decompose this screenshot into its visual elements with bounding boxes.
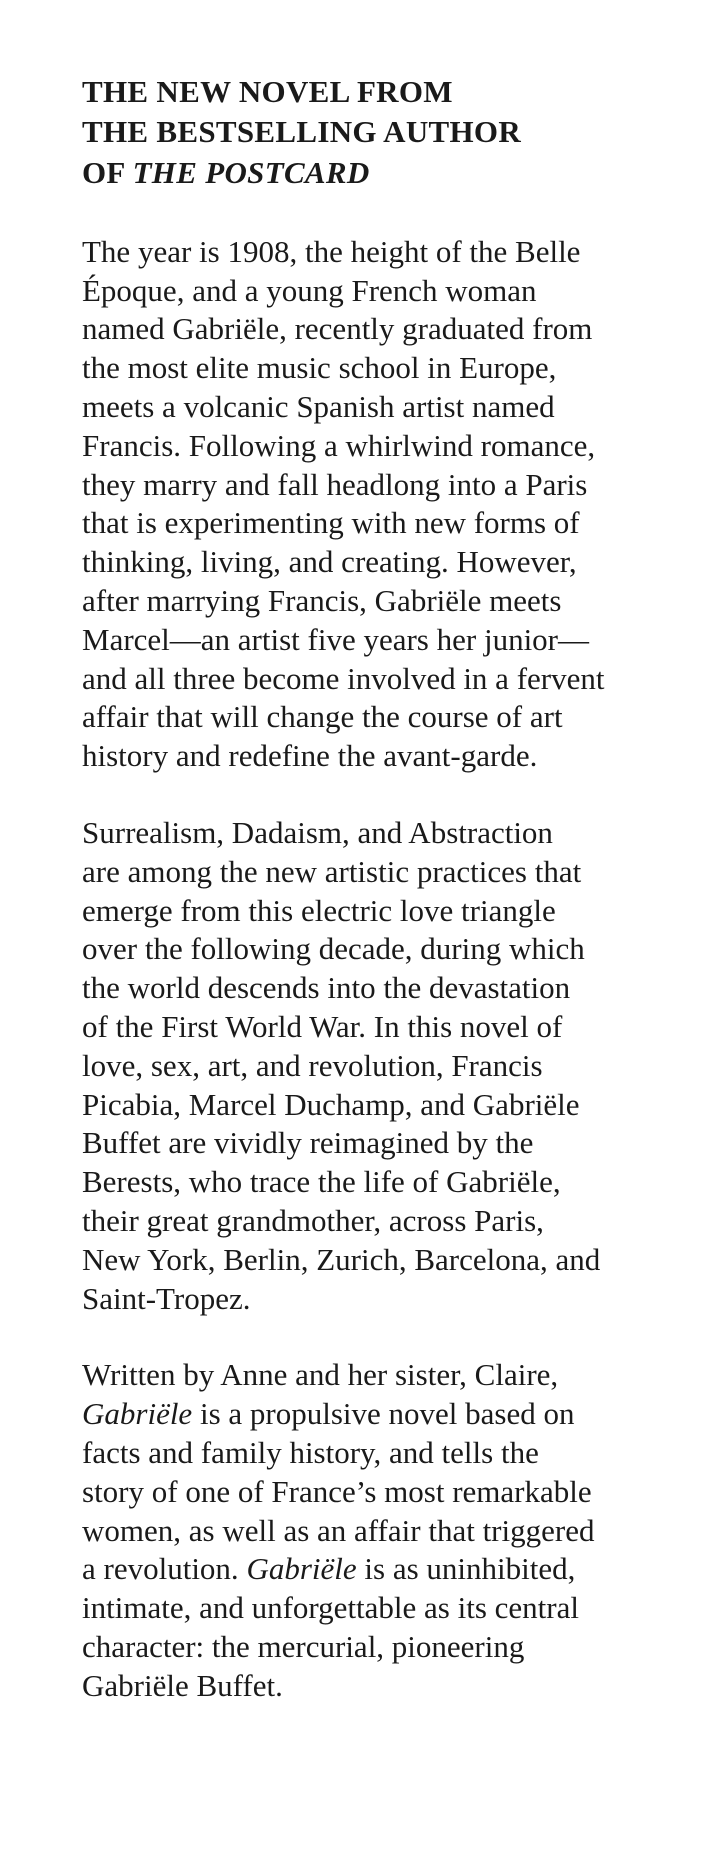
text-line: thinking, living, and creating. However, <box>82 544 577 580</box>
text-line: Picabia, Marcel Duchamp, and Gabriële <box>82 1086 580 1122</box>
text-line: are among the new artistic practices that <box>82 853 582 889</box>
text-line: character: the mercurial, pioneering <box>82 1628 525 1664</box>
text-line: and all three become involved in a fervent <box>82 660 605 696</box>
text-line: history and redefine the avant-garde. <box>82 738 538 774</box>
text-line: facts and family history, and tells the <box>82 1435 539 1470</box>
headline-line <box>82 153 682 193</box>
text-line <box>82 1395 682 1434</box>
text-line: New York, Berlin, Zurich, Barcelona, and <box>82 1241 601 1277</box>
text-line: affair that will change the course of art <box>82 699 563 735</box>
text-line <box>82 1550 682 1589</box>
book-title: THE POSTCARD <box>132 154 370 190</box>
headline-line: THE NEW NOVEL FROM <box>82 74 453 109</box>
text-line: meets a volcanic Spanish artist named <box>82 389 555 425</box>
text-line: emerge from this electric love triangle <box>82 892 556 928</box>
text-line: named Gabriële, recently graduated from <box>82 311 593 347</box>
text-line: their great grandmother, across Paris, <box>82 1203 544 1239</box>
text-line: Époque, and a young French woman <box>82 272 537 308</box>
text-line: the world descends into the devastation <box>82 970 571 1006</box>
headline <box>82 72 682 193</box>
paragraph-authors <box>82 1356 682 1705</box>
text-line: the most elite music school in Europe, <box>82 350 557 386</box>
text-line: women, as well as an affair that triggered <box>82 1512 595 1548</box>
headline-prefix: OF <box>82 154 133 190</box>
text-line: story of one of France’s most remarkable <box>82 1473 592 1509</box>
book-title: Gabriële <box>82 1396 193 1432</box>
text-line: Surrealism, Dadaism, and Abstraction <box>82 815 553 851</box>
book-title: Gabriële <box>246 1551 357 1587</box>
text-segment: a revolution. <box>82 1551 247 1587</box>
text-line: Gabriële Buffet. <box>82 1667 283 1703</box>
headline-line: THE BESTSELLING AUTHOR <box>82 114 522 150</box>
paragraph-art-movements <box>82 814 682 1318</box>
text-line: after marrying Francis, Gabriële meets <box>82 583 562 619</box>
text-line: intimate, and unforgettable as its central <box>82 1590 579 1626</box>
text-line: over the following decade, during which <box>82 931 585 967</box>
text-line: Marcel—an artist five years her junior— <box>82 621 590 657</box>
text-line: love, sex, art, and revolution, Francis <box>82 1047 543 1083</box>
paragraph-synopsis <box>82 233 682 776</box>
text-line: Buffet are vividly reimagined by the <box>82 1125 534 1161</box>
text-segment: is as uninhibited, <box>356 1551 576 1587</box>
text-line: of the First World War. In this novel of <box>82 1009 563 1045</box>
text-segment: is a propulsive novel based on <box>192 1396 575 1432</box>
text-line: Saint-Tropez. <box>82 1280 251 1316</box>
text-line: they marry and fall headlong into a Paris <box>82 466 588 502</box>
book-jacket-flap <box>82 72 682 1744</box>
text-line: Written by Anne and her sister, Claire, <box>82 1357 559 1393</box>
text-line: The year is 1908, the height of the Belle <box>82 233 581 269</box>
text-line: Francis. Following a whirlwind romance, <box>82 427 596 463</box>
text-line: Berests, who trace the life of Gabriële, <box>82 1164 561 1200</box>
text-line: that is experimenting with new forms of <box>82 505 580 541</box>
